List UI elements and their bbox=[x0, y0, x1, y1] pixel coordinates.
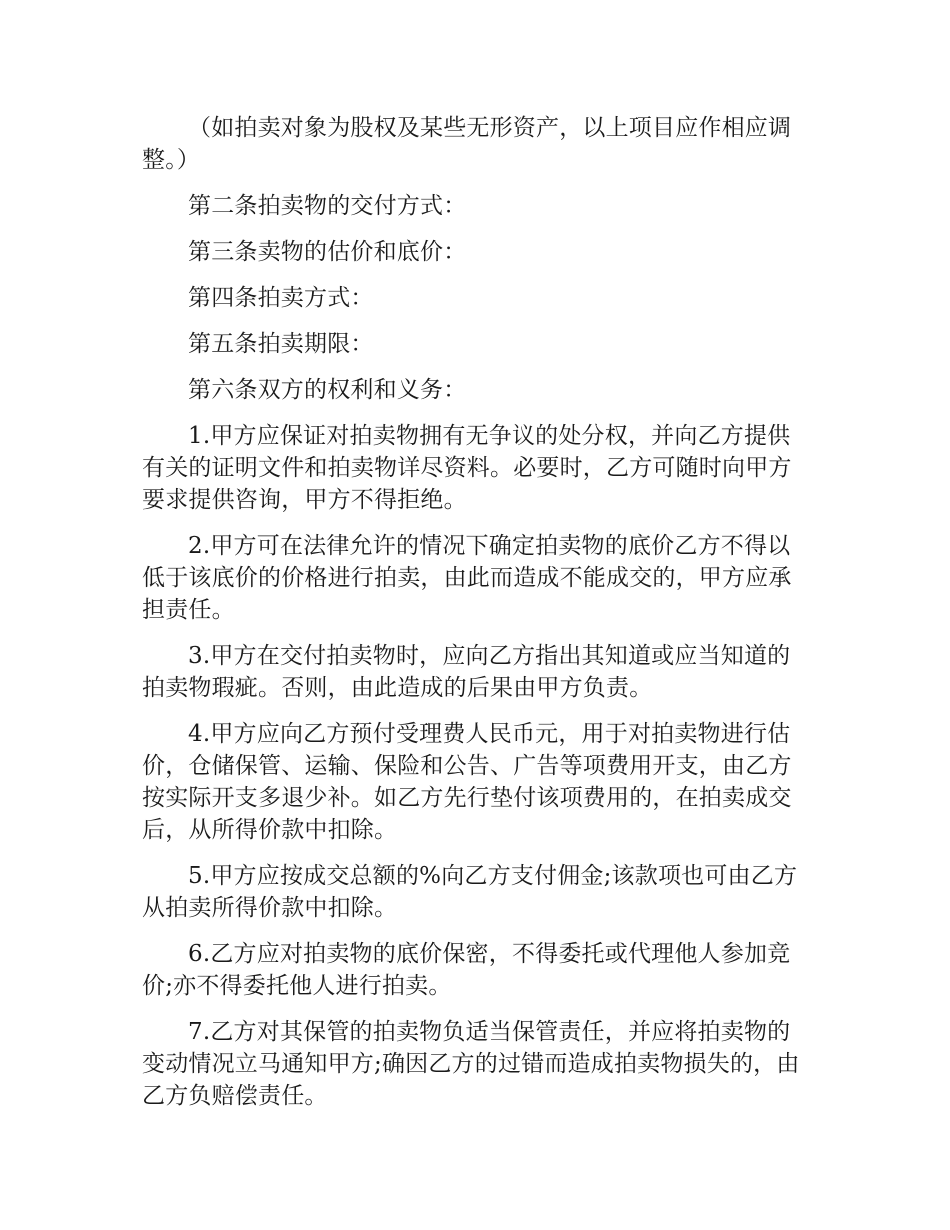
paragraph-item-7: 7.乙方对其保管的拍卖物负适当保管责任，并应将拍卖物的变动情况立马通知甲方;确因乙方的过错而造成拍卖物损失的，由乙方负赔偿责任。 bbox=[142, 1019, 800, 1109]
paragraph-article-6: 第六条双方的权利和义务： bbox=[188, 377, 467, 403]
paragraph-item-2: 2.甲方可在法律允许的情况下确定拍卖物的底价乙方不得以低于该底价的价格进行拍卖，由此而造成不能成交的，甲方应承担责任。 bbox=[142, 533, 792, 623]
paragraph-item-3: 3.甲方在交付拍卖物时，应向乙方指出其知道或应当知道的拍卖物瑕疵。否则，由此造成的后果由甲方负责。 bbox=[142, 643, 791, 701]
paragraph-article-3: 第三条卖物的估价和底价： bbox=[188, 239, 467, 265]
paragraph-item-1: 1.甲方应保证对拍卖物拥有无争议的处分权，并向乙方提供有关的证明文件和拍卖物详尽资料。必要时，乙方可随时向甲方要求提供咨询，甲方不得拒绝。 bbox=[142, 423, 792, 513]
paragraph-article-2: 第二条拍卖物的交付方式： bbox=[188, 193, 467, 219]
paragraph-item-4: 4.甲方应向乙方预付受理费人民币元，用于对拍卖物进行估价，仓储保管、运输、保险和公告、广告等项费用开支，由乙方按实际开支多退少补。如乙方先行垫付该项费用的，在拍卖成交后，从所得价款中扣除。 bbox=[142, 721, 792, 843]
paragraph-item-5: 5.甲方应按成交总额的%向乙方支付佣金;该款项也可由乙方从拍卖所得价款中扣除。 bbox=[142, 863, 798, 921]
paragraph-article-4: 第四条拍卖方式： bbox=[188, 285, 374, 311]
paragraph-article-5: 第五条拍卖期限： bbox=[188, 331, 374, 357]
document-body bbox=[142, 112, 812, 1126]
paragraph-item-6: 6.乙方应对拍卖物的底价保密，不得委托或代理他人参加竞价;亦不得委托他人进行拍卖。 bbox=[142, 941, 791, 999]
paragraph-adjustment-note: （如拍卖对象为股权及某些无形资产，以上项目应作相应调整。） bbox=[142, 115, 792, 173]
